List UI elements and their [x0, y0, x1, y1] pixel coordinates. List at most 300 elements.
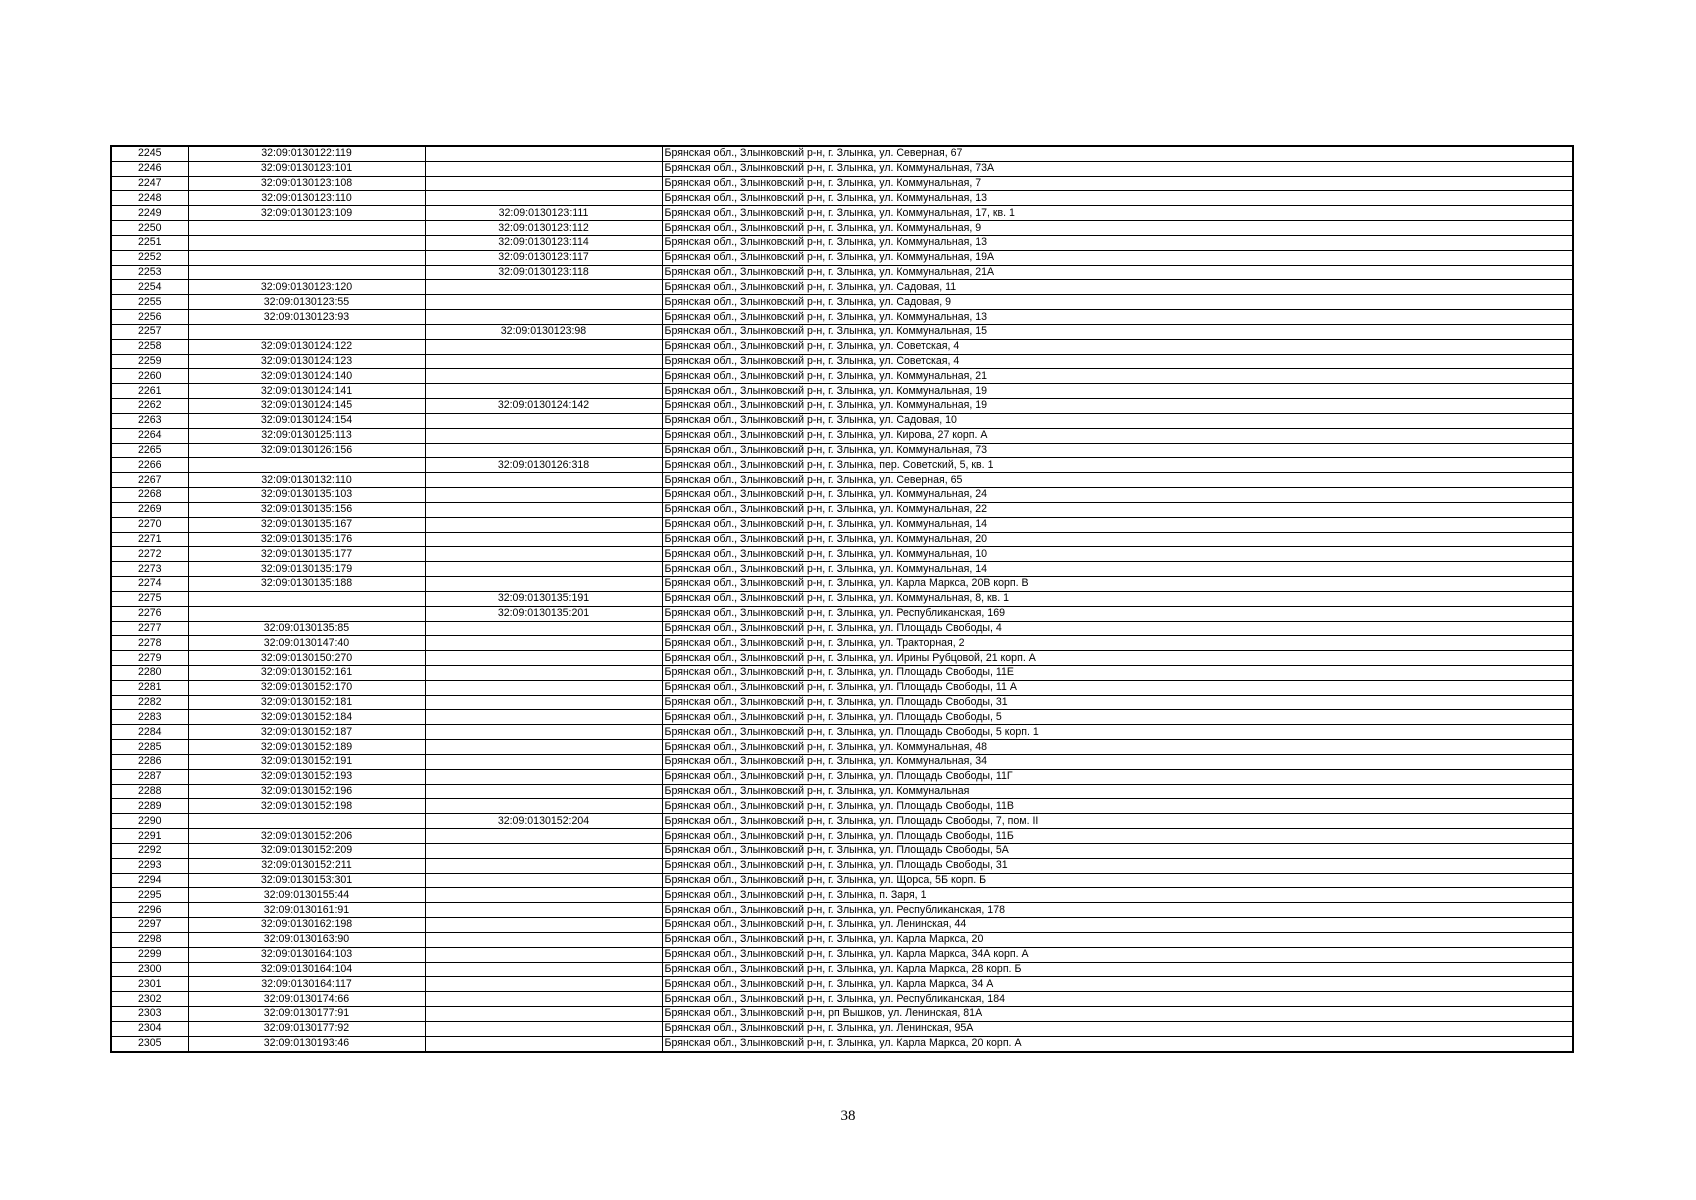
related-cadastral-number-cell [425, 858, 662, 873]
address-cell: Брянская обл., Злынковский р-н, г. Злынка, ул. Советская, 4 [662, 354, 1573, 369]
cadastral-number-cell: 32:09:0130161:91 [188, 903, 425, 918]
table-row [111, 784, 1573, 799]
related-cadastral-number-cell: 32:09:0130126:318 [425, 458, 662, 473]
cadastral-number-cell: 32:09:0130152:198 [188, 799, 425, 814]
table-row [111, 488, 1573, 503]
related-cadastral-number-cell [425, 651, 662, 666]
related-cadastral-number-cell: 32:09:0130123:114 [425, 235, 662, 250]
address-cell: Брянская обл., Злынковский р-н, г. Злынка, ул. Коммунальная, 21 [662, 369, 1573, 384]
address-cell: Брянская обл., Злынковский р-н, г. Злынка, ул. Карла Маркса, 34 А [662, 977, 1573, 992]
row-number-cell: 2267 [111, 473, 188, 488]
cadastral-number-cell [188, 250, 425, 265]
related-cadastral-number-cell [425, 488, 662, 503]
row-number-cell: 2252 [111, 250, 188, 265]
related-cadastral-number-cell [425, 829, 662, 844]
table-row [111, 606, 1573, 621]
related-cadastral-number-cell [425, 621, 662, 636]
cadastral-number-cell: 32:09:0130150:270 [188, 651, 425, 666]
related-cadastral-number-cell [425, 799, 662, 814]
address-cell: Брянская обл., Злынковский р-н, г. Злынка, ул. Площадь Свободы, 11В [662, 799, 1573, 814]
cadastral-number-cell: 32:09:0130135:85 [188, 621, 425, 636]
related-cadastral-number-cell [425, 547, 662, 562]
row-number-cell: 2294 [111, 873, 188, 888]
cadastral-number-cell: 32:09:0130152:196 [188, 784, 425, 799]
address-cell: Брянская обл., Злынковский р-н, г. Злынка, ул. Северная, 67 [662, 146, 1573, 161]
row-number-cell: 2296 [111, 903, 188, 918]
address-cell: Брянская обл., Злынковский р-н, г. Злынка, ул. Коммунальная, 73 [662, 443, 1573, 458]
row-number-cell: 2262 [111, 399, 188, 414]
cadastral-number-cell: 32:09:0130152:181 [188, 695, 425, 710]
row-number-cell: 2269 [111, 502, 188, 517]
address-cell: Брянская обл., Злынковский р-н, г. Злынка, ул. Карла Маркса, 20В корп. В [662, 577, 1573, 592]
address-cell: Брянская обл., Злынковский р-н, рп Вышков, ул. Ленинская, 81А [662, 1007, 1573, 1022]
address-cell: Брянская обл., Злынковский р-н, г. Злынка, ул. Кирова, 27 корп. А [662, 428, 1573, 443]
table-row [111, 651, 1573, 666]
related-cadastral-number-cell [425, 295, 662, 310]
address-cell: Брянская обл., Злынковский р-н, г. Злынка, ул. Республиканская, 184 [662, 992, 1573, 1007]
address-cell: Брянская обл., Злынковский р-н, г. Злынка, ул. Площадь Свободы, 31 [662, 695, 1573, 710]
table-row [111, 265, 1573, 280]
cadastral-number-cell: 32:09:0130152:191 [188, 754, 425, 769]
row-number-cell: 2260 [111, 369, 188, 384]
address-cell: Брянская обл., Злынковский р-н, г. Злынка, ул. Коммунальная, 10 [662, 547, 1573, 562]
related-cadastral-number-cell [425, 339, 662, 354]
table-row [111, 918, 1573, 933]
cadastral-number-cell: 32:09:0130123:120 [188, 280, 425, 295]
cadastral-number-cell: 32:09:0130164:117 [188, 977, 425, 992]
cadastral-number-cell: 32:09:0130163:90 [188, 932, 425, 947]
row-number-cell: 2279 [111, 651, 188, 666]
related-cadastral-number-cell [425, 725, 662, 740]
related-cadastral-number-cell [425, 992, 662, 1007]
cadastral-number-cell: 32:09:0130125:113 [188, 428, 425, 443]
related-cadastral-number-cell: 32:09:0130135:191 [425, 591, 662, 606]
table-row [111, 962, 1573, 977]
row-number-cell: 2245 [111, 146, 188, 161]
table-row [111, 280, 1573, 295]
related-cadastral-number-cell [425, 146, 662, 161]
cadastral-number-cell: 32:09:0130152:187 [188, 725, 425, 740]
row-number-cell: 2266 [111, 458, 188, 473]
related-cadastral-number-cell [425, 947, 662, 962]
table-row [111, 725, 1573, 740]
table-row [111, 399, 1573, 414]
table-row [111, 695, 1573, 710]
cadastral-number-cell: 32:09:0130153:301 [188, 873, 425, 888]
table-row [111, 858, 1573, 873]
address-cell: Брянская обл., Злынковский р-н, г. Злынка, ул. Садовая, 10 [662, 413, 1573, 428]
cadastral-number-cell: 32:09:0130123:108 [188, 176, 425, 191]
row-number-cell: 2292 [111, 843, 188, 858]
address-cell: Брянская обл., Злынковский р-н, г. Злынка, ул. Коммунальная, 73А [662, 161, 1573, 176]
table-row [111, 577, 1573, 592]
address-cell: Брянская обл., Злынковский р-н, г. Злынка, ул. Республиканская, 178 [662, 903, 1573, 918]
related-cadastral-number-cell: 32:09:0130123:117 [425, 250, 662, 265]
cadastral-number-cell: 32:09:0130177:91 [188, 1007, 425, 1022]
related-cadastral-number-cell [425, 977, 662, 992]
related-cadastral-number-cell: 32:09:0130123:112 [425, 221, 662, 236]
cadastral-number-cell: 32:09:0130152:184 [188, 710, 425, 725]
row-number-cell: 2287 [111, 769, 188, 784]
cadastral-number-cell: 32:09:0130124:145 [188, 399, 425, 414]
row-number-cell: 2258 [111, 339, 188, 354]
row-number-cell: 2301 [111, 977, 188, 992]
cadastral-number-cell: 32:09:0130152:209 [188, 843, 425, 858]
row-number-cell: 2302 [111, 992, 188, 1007]
cadastral-number-cell [188, 265, 425, 280]
address-cell: Брянская обл., Злынковский р-н, г. Злынка, ул. Коммунальная, 48 [662, 740, 1573, 755]
table-row [111, 829, 1573, 844]
row-number-cell: 2281 [111, 680, 188, 695]
row-number-cell: 2246 [111, 161, 188, 176]
row-number-cell: 2263 [111, 413, 188, 428]
cadastral-number-cell: 32:09:0130152:206 [188, 829, 425, 844]
address-cell: Брянская обл., Злынковский р-н, г. Злынка, ул. Площадь Свободы, 4 [662, 621, 1573, 636]
address-cell: Брянская обл., Злынковский р-н, г. Злынка, ул. Коммунальная, 15 [662, 324, 1573, 339]
cadastral-number-cell [188, 606, 425, 621]
row-number-cell: 2259 [111, 354, 188, 369]
address-cell: Брянская обл., Злынковский р-н, г. Злынка, ул. Карла Маркса, 20 корп. А [662, 1036, 1573, 1051]
row-number-cell: 2291 [111, 829, 188, 844]
related-cadastral-number-cell [425, 1021, 662, 1036]
table-row [111, 680, 1573, 695]
row-number-cell: 2299 [111, 947, 188, 962]
cadastral-number-cell: 32:09:0130147:40 [188, 636, 425, 651]
related-cadastral-number-cell: 32:09:0130152:204 [425, 814, 662, 829]
cadastral-number-cell: 32:09:0130123:55 [188, 295, 425, 310]
address-cell: Брянская обл., Злынковский р-н, г. Злынка, ул. Площадь Свободы, 31 [662, 858, 1573, 873]
cadastral-number-cell: 32:09:0130124:140 [188, 369, 425, 384]
row-number-cell: 2255 [111, 295, 188, 310]
table-row [111, 636, 1573, 651]
cadastral-number-cell: 32:09:0130164:103 [188, 947, 425, 962]
related-cadastral-number-cell [425, 903, 662, 918]
table-row [111, 502, 1573, 517]
table-row [111, 161, 1573, 176]
table-row [111, 221, 1573, 236]
cadastral-number-cell [188, 235, 425, 250]
related-cadastral-number-cell [425, 384, 662, 399]
table-row [111, 1036, 1573, 1051]
table-row [111, 591, 1573, 606]
cadastral-number-cell: 32:09:0130177:92 [188, 1021, 425, 1036]
row-number-cell: 2254 [111, 280, 188, 295]
address-cell: Брянская обл., Злынковский р-н, г. Злынка, ул. Тракторная, 2 [662, 636, 1573, 651]
row-number-cell: 2283 [111, 710, 188, 725]
row-number-cell: 2257 [111, 324, 188, 339]
cadastral-number-cell: 32:09:0130155:44 [188, 888, 425, 903]
related-cadastral-number-cell [425, 532, 662, 547]
cadastral-number-cell: 32:09:0130152:170 [188, 680, 425, 695]
cadastral-number-cell: 32:09:0130164:104 [188, 962, 425, 977]
page-number: 38 [840, 1108, 856, 1124]
row-number-cell: 2247 [111, 176, 188, 191]
row-number-cell: 2304 [111, 1021, 188, 1036]
table-row [111, 428, 1573, 443]
address-cell: Брянская обл., Злынковский р-н, г. Злынка, ул. Коммунальная, 21А [662, 265, 1573, 280]
cadastral-number-cell: 32:09:0130132:110 [188, 473, 425, 488]
row-number-cell: 2300 [111, 962, 188, 977]
row-number-cell: 2268 [111, 488, 188, 503]
cadastral-number-cell [188, 221, 425, 236]
related-cadastral-number-cell [425, 636, 662, 651]
address-cell: Брянская обл., Злынковский р-н, г. Злынка, ул. Коммунальная, 9 [662, 221, 1573, 236]
table-row [111, 562, 1573, 577]
row-number-cell: 2288 [111, 784, 188, 799]
related-cadastral-number-cell [425, 754, 662, 769]
address-cell: Брянская обл., Злынковский р-н, г. Злынка, ул. Коммунальная, 19А [662, 250, 1573, 265]
table-row [111, 413, 1573, 428]
address-cell: Брянская обл., Злынковский р-н, г. Злынка, ул. Площадь Свободы, 11Г [662, 769, 1573, 784]
cadastral-number-cell: 32:09:0130126:156 [188, 443, 425, 458]
table-row [111, 843, 1573, 858]
cadastral-number-cell: 32:09:0130152:161 [188, 665, 425, 680]
table-row [111, 369, 1573, 384]
table-row [111, 888, 1573, 903]
table-row [111, 1007, 1573, 1022]
table-row [111, 191, 1573, 206]
cadastral-number-cell: 32:09:0130124:141 [188, 384, 425, 399]
related-cadastral-number-cell [425, 665, 662, 680]
table-row [111, 740, 1573, 755]
address-cell: Брянская обл., Злынковский р-н, г. Злынка, ул. Ленинская, 95А [662, 1021, 1573, 1036]
table-row [111, 947, 1573, 962]
address-cell: Брянская обл., Злынковский р-н, г. Злынка, ул. Коммунальная, 13 [662, 310, 1573, 325]
table-row [111, 932, 1573, 947]
cadastral-number-cell: 32:09:0130123:110 [188, 191, 425, 206]
table-row [111, 354, 1573, 369]
row-number-cell: 2261 [111, 384, 188, 399]
row-number-cell: 2290 [111, 814, 188, 829]
cadastral-number-cell: 32:09:0130135:156 [188, 502, 425, 517]
cadastral-number-cell: 32:09:0130135:177 [188, 547, 425, 562]
row-number-cell: 2249 [111, 206, 188, 221]
cadastral-number-cell: 32:09:0130124:123 [188, 354, 425, 369]
cadastral-number-cell [188, 324, 425, 339]
address-cell: Брянская обл., Злынковский р-н, г. Злынка, ул. Площадь Свободы, 5А [662, 843, 1573, 858]
table-row [111, 339, 1573, 354]
row-number-cell: 2286 [111, 754, 188, 769]
address-cell: Брянская обл., Злынковский р-н, г. Злынка, ул. Коммунальная, 7 [662, 176, 1573, 191]
related-cadastral-number-cell [425, 354, 662, 369]
cadastral-number-cell [188, 591, 425, 606]
table-row [111, 443, 1573, 458]
row-number-cell: 2289 [111, 799, 188, 814]
table-row [111, 295, 1573, 310]
address-cell: Брянская обл., Злынковский р-н, г. Злынка, ул. Коммунальная [662, 784, 1573, 799]
row-number-cell: 2250 [111, 221, 188, 236]
address-cell: Брянская обл., Злынковский р-н, г. Злынка, ул. Ирины Рубцовой, 21 корп. А [662, 651, 1573, 666]
table-row [111, 250, 1573, 265]
address-cell: Брянская обл., Злынковский р-н, г. Злынка, ул. Коммунальная, 34 [662, 754, 1573, 769]
cadastral-number-cell: 32:09:0130135:188 [188, 577, 425, 592]
table-row [111, 873, 1573, 888]
related-cadastral-number-cell [425, 473, 662, 488]
row-number-cell: 2276 [111, 606, 188, 621]
related-cadastral-number-cell [425, 932, 662, 947]
table-row [111, 176, 1573, 191]
related-cadastral-number-cell [425, 310, 662, 325]
table-row [111, 458, 1573, 473]
row-number-cell: 2280 [111, 665, 188, 680]
row-number-cell: 2271 [111, 532, 188, 547]
table-row [111, 310, 1573, 325]
address-cell: Брянская обл., Злынковский р-н, г. Злынка, ул. Северная, 65 [662, 473, 1573, 488]
related-cadastral-number-cell [425, 1036, 662, 1051]
address-cell: Брянская обл., Злынковский р-н, г. Злынка, ул. Коммунальная, 19 [662, 399, 1573, 414]
related-cadastral-number-cell [425, 577, 662, 592]
row-number-cell: 2303 [111, 1007, 188, 1022]
address-cell: Брянская обл., Злынковский р-н, г. Злынка, ул. Республиканская, 169 [662, 606, 1573, 621]
related-cadastral-number-cell [425, 843, 662, 858]
related-cadastral-number-cell: 32:09:0130123:98 [425, 324, 662, 339]
address-cell: Брянская обл., Злынковский р-н, г. Злынка, ул. Коммунальная, 14 [662, 517, 1573, 532]
related-cadastral-number-cell [425, 769, 662, 784]
table-row [111, 903, 1573, 918]
related-cadastral-number-cell [425, 369, 662, 384]
address-cell: Брянская обл., Злынковский р-н, г. Злынка, ул. Коммунальная, 13 [662, 191, 1573, 206]
table-row [111, 532, 1573, 547]
address-cell: Брянская обл., Злынковский р-н, г. Злынка, ул. Коммунальная, 14 [662, 562, 1573, 577]
related-cadastral-number-cell [425, 176, 662, 191]
cadastral-number-cell: 32:09:0130123:109 [188, 206, 425, 221]
row-number-cell: 2253 [111, 265, 188, 280]
table-row [111, 621, 1573, 636]
row-number-cell: 2295 [111, 888, 188, 903]
related-cadastral-number-cell [425, 784, 662, 799]
related-cadastral-number-cell: 32:09:0130124:142 [425, 399, 662, 414]
property-table [110, 145, 1574, 1053]
related-cadastral-number-cell [425, 680, 662, 695]
table-row [111, 814, 1573, 829]
row-number-cell: 2305 [111, 1036, 188, 1051]
related-cadastral-number-cell [425, 962, 662, 977]
row-number-cell: 2278 [111, 636, 188, 651]
table-row [111, 992, 1573, 1007]
cadastral-number-cell [188, 814, 425, 829]
address-cell: Брянская обл., Злынковский р-н, г. Злынка, ул. Карла Маркса, 28 корп. Б [662, 962, 1573, 977]
address-cell: Брянская обл., Злынковский р-н, г. Злынка, ул. Коммунальная, 8, кв. 1 [662, 591, 1573, 606]
table-row [111, 769, 1573, 784]
address-cell: Брянская обл., Злынковский р-н, г. Злынка, ул. Щорса, 5Б корп. Б [662, 873, 1573, 888]
cadastral-number-cell: 32:09:0130123:93 [188, 310, 425, 325]
related-cadastral-number-cell [425, 191, 662, 206]
related-cadastral-number-cell: 32:09:0130135:201 [425, 606, 662, 621]
related-cadastral-number-cell [425, 1007, 662, 1022]
address-cell: Брянская обл., Злынковский р-н, г. Злынка, ул. Площадь Свободы, 11 А [662, 680, 1573, 695]
row-number-cell: 2285 [111, 740, 188, 755]
related-cadastral-number-cell [425, 443, 662, 458]
related-cadastral-number-cell [425, 740, 662, 755]
address-cell: Брянская обл., Злынковский р-н, г. Злынка, ул. Площадь Свободы, 5 корп. 1 [662, 725, 1573, 740]
address-cell: Брянская обл., Злынковский р-н, г. Злынка, ул. Ленинская, 44 [662, 918, 1573, 933]
row-number-cell: 2298 [111, 932, 188, 947]
related-cadastral-number-cell [425, 280, 662, 295]
address-cell: Брянская обл., Злынковский р-н, г. Злынка, ул. Коммунальная, 17, кв. 1 [662, 206, 1573, 221]
cadastral-number-cell: 32:09:0130135:167 [188, 517, 425, 532]
address-cell: Брянская обл., Злынковский р-н, г. Злынка, ул. Площадь Свободы, 7, пом. II [662, 814, 1573, 829]
address-cell: Брянская обл., Злынковский р-н, г. Злынка, ул. Коммунальная, 13 [662, 235, 1573, 250]
cadastral-number-cell: 32:09:0130193:46 [188, 1036, 425, 1051]
row-number-cell: 2270 [111, 517, 188, 532]
related-cadastral-number-cell [425, 695, 662, 710]
cadastral-number-cell [188, 458, 425, 473]
table-row [111, 665, 1573, 680]
table-row [111, 473, 1573, 488]
row-number-cell: 2275 [111, 591, 188, 606]
row-number-cell: 2284 [111, 725, 188, 740]
cadastral-number-cell: 32:09:0130152:193 [188, 769, 425, 784]
address-cell: Брянская обл., Злынковский р-н, г. Злынка, ул. Коммунальная, 22 [662, 502, 1573, 517]
address-cell: Брянская обл., Злынковский р-н, г. Злынка, ул. Карла Маркса, 20 [662, 932, 1573, 947]
related-cadastral-number-cell [425, 873, 662, 888]
cadastral-number-cell: 32:09:0130174:66 [188, 992, 425, 1007]
related-cadastral-number-cell [425, 502, 662, 517]
table-row [111, 547, 1573, 562]
related-cadastral-number-cell [425, 562, 662, 577]
cadastral-number-cell: 32:09:0130123:101 [188, 161, 425, 176]
row-number-cell: 2256 [111, 310, 188, 325]
related-cadastral-number-cell [425, 517, 662, 532]
cadastral-number-cell: 32:09:0130162:198 [188, 918, 425, 933]
address-cell: Брянская обл., Злынковский р-н, г. Злынка, ул. Коммунальная, 19 [662, 384, 1573, 399]
row-number-cell: 2248 [111, 191, 188, 206]
row-number-cell: 2251 [111, 235, 188, 250]
row-number-cell: 2297 [111, 918, 188, 933]
row-number-cell: 2264 [111, 428, 188, 443]
related-cadastral-number-cell: 32:09:0130123:111 [425, 206, 662, 221]
row-number-cell: 2293 [111, 858, 188, 873]
table-row [111, 517, 1573, 532]
related-cadastral-number-cell [425, 413, 662, 428]
row-number-cell: 2277 [111, 621, 188, 636]
address-cell: Брянская обл., Злынковский р-н, г. Злынка, ул. Площадь Свободы, 5 [662, 710, 1573, 725]
address-cell: Брянская обл., Злынковский р-н, г. Злынка, ул. Карла Маркса, 34А корп. А [662, 947, 1573, 962]
table-row [111, 977, 1573, 992]
table-row [111, 235, 1573, 250]
address-cell: Брянская обл., Злынковский р-н, г. Злынка, ул. Коммунальная, 24 [662, 488, 1573, 503]
related-cadastral-number-cell: 32:09:0130123:118 [425, 265, 662, 280]
cadastral-number-cell: 32:09:0130124:154 [188, 413, 425, 428]
cadastral-number-cell: 32:09:0130135:103 [188, 488, 425, 503]
address-cell: Брянская обл., Злынковский р-н, г. Злынка, п. Заря, 1 [662, 888, 1573, 903]
table-row [111, 1021, 1573, 1036]
table-row [111, 146, 1573, 161]
cadastral-number-cell: 32:09:0130135:179 [188, 562, 425, 577]
row-number-cell: 2273 [111, 562, 188, 577]
cadastral-number-cell: 32:09:0130124:122 [188, 339, 425, 354]
related-cadastral-number-cell [425, 918, 662, 933]
table-row [111, 710, 1573, 725]
address-cell: Брянская обл., Злынковский р-н, г. Злынка, ул. Садовая, 11 [662, 280, 1573, 295]
address-cell: Брянская обл., Злынковский р-н, г. Злынка, ул. Советская, 4 [662, 339, 1573, 354]
table-row [111, 384, 1573, 399]
table-row [111, 324, 1573, 339]
address-cell: Брянская обл., Злынковский р-н, г. Злынка, пер. Советский, 5, кв. 1 [662, 458, 1573, 473]
address-cell: Брянская обл., Злынковский р-н, г. Злынка, ул. Коммунальная, 20 [662, 532, 1573, 547]
table-row [111, 206, 1573, 221]
table-row [111, 754, 1573, 769]
address-cell: Брянская обл., Злынковский р-н, г. Злынка, ул. Садовая, 9 [662, 295, 1573, 310]
row-number-cell: 2272 [111, 547, 188, 562]
property-table-body [111, 146, 1573, 1052]
cadastral-number-cell: 32:09:0130152:211 [188, 858, 425, 873]
cadastral-number-cell: 32:09:0130152:189 [188, 740, 425, 755]
related-cadastral-number-cell [425, 161, 662, 176]
row-number-cell: 2265 [111, 443, 188, 458]
row-number-cell: 2274 [111, 577, 188, 592]
address-cell: Брянская обл., Злынковский р-н, г. Злынка, ул. Площадь Свободы, 11Е [662, 665, 1573, 680]
